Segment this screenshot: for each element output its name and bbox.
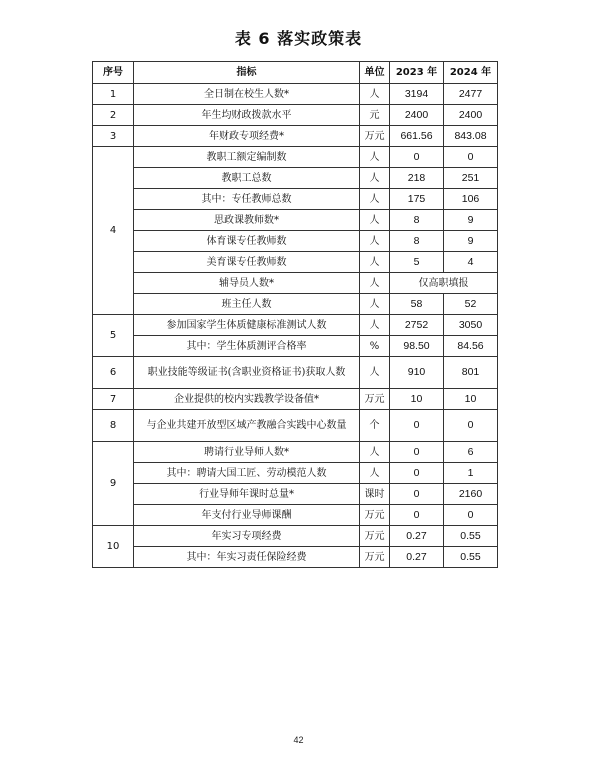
- table-row: [93, 273, 498, 294]
- table-row: [93, 484, 498, 505]
- row-unit: 万元: [360, 547, 390, 568]
- row-unit: 人: [360, 189, 390, 210]
- row-value-2024: 0: [444, 147, 498, 168]
- row-value-2023: 0: [390, 410, 444, 442]
- row-value-2024: 0: [444, 505, 498, 526]
- row-value-2023: 0: [390, 484, 444, 505]
- row-indicator: 其中：聘请大国工匠、劳动模范人数: [134, 463, 360, 484]
- table-row: [93, 463, 498, 484]
- row-value-2023: 0.27: [390, 526, 444, 547]
- row-unit: 万元: [360, 389, 390, 410]
- row-no: 9: [93, 442, 134, 526]
- row-indicator: 教职工总数: [134, 168, 360, 189]
- table-row: [93, 252, 498, 273]
- row-unit: 人: [360, 147, 390, 168]
- table-row: [93, 442, 498, 463]
- row-unit: 人: [360, 294, 390, 315]
- row-unit: 人: [360, 463, 390, 484]
- table-row: [93, 105, 498, 126]
- row-value-2024: 106: [444, 189, 498, 210]
- row-value-2023: 58: [390, 294, 444, 315]
- row-indicator: 全日制在校生人数*: [134, 84, 360, 105]
- row-value-2024: 2477: [444, 84, 498, 105]
- row-no: 10: [93, 526, 134, 568]
- row-value-2023: 0: [390, 463, 444, 484]
- row-merged-note: 仅高职填报: [390, 273, 498, 294]
- row-indicator: 其中：学生体质测评合格率: [134, 336, 360, 357]
- row-indicator: 其中：专任教师总数: [134, 189, 360, 210]
- row-indicator: 年支付行业导师课酬: [134, 505, 360, 526]
- row-indicator: 与企业共建开放型区域产教融合实践中心数量: [134, 410, 360, 442]
- row-indicator: 班主任人数: [134, 294, 360, 315]
- table-row: [93, 84, 498, 105]
- table-header-row: [93, 62, 498, 84]
- table-row: [93, 336, 498, 357]
- table-row: [93, 294, 498, 315]
- row-indicator: 年生均财政拨款水平: [134, 105, 360, 126]
- row-unit: 人: [360, 168, 390, 189]
- table-row: [93, 231, 498, 252]
- row-indicator: 美育课专任教师数: [134, 252, 360, 273]
- row-value-2023: 910: [390, 357, 444, 389]
- row-indicator: 体育课专任教师数: [134, 231, 360, 252]
- row-value-2024: 9: [444, 210, 498, 231]
- table-title: 表 6 落实政策表: [234, 29, 363, 48]
- row-value-2023: 10: [390, 389, 444, 410]
- row-no: 7: [93, 389, 134, 410]
- row-value-2024: 6: [444, 442, 498, 463]
- row-no: 2: [93, 105, 134, 126]
- row-unit: 人: [360, 315, 390, 336]
- row-indicator: 其中：年实习责任保险经费: [134, 547, 360, 568]
- table-row: [93, 126, 498, 147]
- row-indicator: 思政课教师数*: [134, 210, 360, 231]
- row-indicator: 职业技能等级证书(含职业资格证书)获取人数: [134, 357, 360, 389]
- row-value-2023: 98.50: [390, 336, 444, 357]
- row-value-2023: 175: [390, 189, 444, 210]
- table-row: [93, 168, 498, 189]
- row-value-2023: 8: [390, 210, 444, 231]
- row-unit: 万元: [360, 126, 390, 147]
- table-row: [93, 315, 498, 336]
- row-value-2024: 84.56: [444, 336, 498, 357]
- row-value-2023: 0: [390, 505, 444, 526]
- row-unit: 人: [360, 231, 390, 252]
- row-value-2024: 2400: [444, 105, 498, 126]
- row-value-2023: 5: [390, 252, 444, 273]
- row-unit: 人: [360, 252, 390, 273]
- row-no: 6: [93, 357, 134, 389]
- row-indicator: 企业提供的校内实践教学设备值*: [134, 389, 360, 410]
- row-unit: 人: [360, 273, 390, 294]
- header-2024: 2024 年: [444, 62, 498, 84]
- table-row: [93, 357, 498, 389]
- row-value-2023: 2400: [390, 105, 444, 126]
- header-unit: 单位: [360, 62, 390, 84]
- row-no: 5: [93, 315, 134, 357]
- row-indicator: 年财政专项经费*: [134, 126, 360, 147]
- row-indicator: 教职工额定编制数: [134, 147, 360, 168]
- row-unit: 万元: [360, 526, 390, 547]
- row-value-2024: 0.55: [444, 547, 498, 568]
- row-value-2024: 10: [444, 389, 498, 410]
- row-value-2023: 218: [390, 168, 444, 189]
- row-unit: 人: [360, 84, 390, 105]
- row-value-2024: 52: [444, 294, 498, 315]
- row-value-2023: 2752: [390, 315, 444, 336]
- row-indicator: 辅导员人数*: [134, 273, 360, 294]
- row-indicator: 聘请行业导师人数*: [134, 442, 360, 463]
- row-no: 4: [93, 147, 134, 315]
- row-value-2024: 1: [444, 463, 498, 484]
- row-value-2023: 3194: [390, 84, 444, 105]
- row-unit: 人: [360, 442, 390, 463]
- header-2023: 2023 年: [390, 62, 444, 84]
- row-indicator: 行业导师年课时总量*: [134, 484, 360, 505]
- row-no: 3: [93, 126, 134, 147]
- row-value-2024: 843.08: [444, 126, 498, 147]
- row-unit: 万元: [360, 505, 390, 526]
- row-unit: 人: [360, 210, 390, 231]
- row-value-2024: 0: [444, 410, 498, 442]
- row-value-2024: 2160: [444, 484, 498, 505]
- page-number: 42: [293, 735, 304, 745]
- table-row: [93, 147, 498, 168]
- header-no: 序号: [93, 62, 134, 84]
- row-value-2024: 9: [444, 231, 498, 252]
- row-value-2024: 801: [444, 357, 498, 389]
- row-unit: 个: [360, 410, 390, 442]
- table-row: [93, 410, 498, 442]
- row-unit: 课时: [360, 484, 390, 505]
- policy-table: [92, 61, 498, 568]
- row-value-2023: 0: [390, 442, 444, 463]
- row-value-2023: 0.27: [390, 547, 444, 568]
- header-indicator: 指标: [134, 62, 360, 84]
- row-value-2023: 0: [390, 147, 444, 168]
- table-row: [93, 505, 498, 526]
- row-value-2023: 661.56: [390, 126, 444, 147]
- row-value-2024: 0.55: [444, 526, 498, 547]
- row-no: 8: [93, 410, 134, 442]
- table-row: [93, 210, 498, 231]
- table-row: [93, 189, 498, 210]
- row-unit: 元: [360, 105, 390, 126]
- row-value-2023: 8: [390, 231, 444, 252]
- table-row: [93, 389, 498, 410]
- row-no: 1: [93, 84, 134, 105]
- table-row: [93, 526, 498, 547]
- row-value-2024: 3050: [444, 315, 498, 336]
- row-value-2024: 4: [444, 252, 498, 273]
- row-unit: %: [360, 336, 390, 357]
- table-row: [93, 547, 498, 568]
- row-value-2024: 251: [444, 168, 498, 189]
- row-indicator: 参加国家学生体质健康标准测试人数: [134, 315, 360, 336]
- row-unit: 人: [360, 357, 390, 389]
- row-indicator: 年实习专项经费: [134, 526, 360, 547]
